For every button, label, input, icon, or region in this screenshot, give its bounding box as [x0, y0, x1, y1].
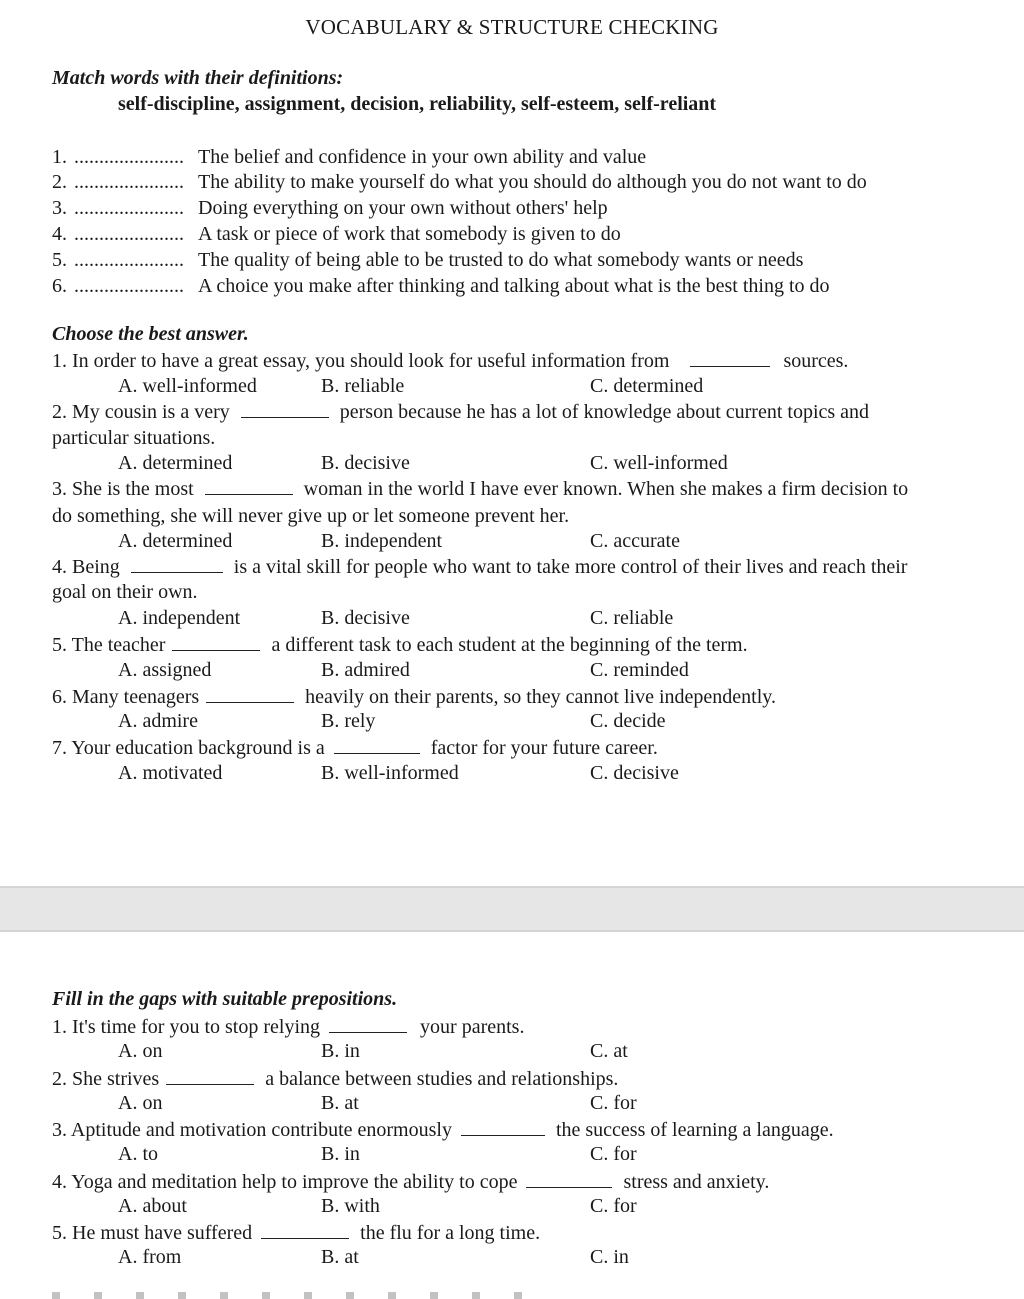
- question-stem: [52, 554, 1005, 580]
- question-text-after: the flu for a long time.: [360, 1222, 541, 1244]
- question-text-after: stress and anxiety.: [623, 1171, 770, 1193]
- option-c[interactable]: C. in: [590, 1246, 629, 1268]
- match-item: [52, 222, 621, 246]
- answer-dots: ......................: [74, 223, 184, 245]
- page-title: VOCABULARY & STRUCTURE CHECKING: [305, 15, 719, 39]
- question-text-after: person because he has a lot of knowledge about current topics and: [339, 401, 870, 423]
- answer-dots: ......................: [74, 275, 184, 297]
- question-stem: [52, 684, 776, 709]
- question-continuation: goal on their own.: [52, 581, 198, 603]
- question-text-before: 6. Many teenagers: [52, 686, 200, 708]
- question-continuation: do something, she will never give up or let someone prevent her.: [52, 505, 570, 527]
- match-item-definition: The belief and confidence in your own ability and value: [198, 146, 647, 168]
- question-stem: [52, 1117, 834, 1142]
- option-c[interactable]: C. reminded: [590, 659, 689, 681]
- answer-blank[interactable]: [131, 554, 223, 573]
- match-heading: Match words with their definitions:: [52, 67, 344, 89]
- question-stem: [52, 1066, 618, 1091]
- answer-blank[interactable]: [334, 735, 420, 754]
- answer-dots: ......................: [74, 171, 184, 193]
- question-stem: [52, 348, 848, 373]
- question-text-after: is a vital skill for people who want to take more control of their lives and reach their: [233, 556, 908, 578]
- question-text-after: the success of learning a language.: [555, 1119, 834, 1141]
- answer-dots: ......................: [74, 146, 184, 168]
- answer-blank[interactable]: [461, 1117, 545, 1136]
- question-text-after: heavily on their parents, so they cannot live independently.: [305, 686, 776, 708]
- match-item-number: 2.: [52, 171, 67, 193]
- question-text-before: 3. She is the most: [52, 478, 194, 500]
- match-item: [52, 248, 804, 272]
- answer-blank[interactable]: [205, 476, 293, 495]
- question-text-after: factor for your future career.: [430, 737, 658, 759]
- answer-blank[interactable]: [172, 632, 260, 651]
- question-text-after: woman in the world I have ever known. When she makes a firm decision to: [303, 478, 909, 500]
- option-b[interactable]: B. decisive: [321, 452, 410, 474]
- word-bank: self-discipline, assignment, decision, reliability, self-esteem, self-reliant: [118, 93, 717, 115]
- option-a[interactable]: A. from: [118, 1246, 182, 1268]
- answer-blank[interactable]: [526, 1169, 612, 1188]
- option-c[interactable]: C. at: [590, 1040, 628, 1062]
- match-item-number: 5.: [52, 249, 67, 271]
- question-continuation: particular situations.: [52, 427, 216, 449]
- question-stem: [52, 1169, 769, 1194]
- option-b[interactable]: B. in: [321, 1040, 360, 1062]
- choose-heading: Choose the best answer.: [52, 323, 249, 345]
- question-text-after: sources.: [783, 350, 849, 372]
- option-a[interactable]: A. on: [118, 1092, 163, 1114]
- question-text-before: 5. The teacher: [52, 634, 166, 656]
- match-item: [52, 274, 830, 298]
- question-text-after: your parents.: [420, 1016, 525, 1038]
- option-c[interactable]: C. decide: [590, 710, 666, 732]
- question-text-before: 7. Your education background is a: [52, 737, 325, 759]
- question-text-before: 1. It's time for you to stop relying: [52, 1016, 321, 1038]
- option-a[interactable]: A. determined: [118, 530, 233, 552]
- question-stem: [52, 399, 1005, 425]
- option-a[interactable]: A. independent: [118, 607, 241, 629]
- option-b[interactable]: B. reliable: [321, 375, 405, 397]
- match-item-definition: The ability to make yourself do what you should do although you do not want to do: [198, 171, 867, 193]
- option-c[interactable]: C. determined: [590, 375, 704, 397]
- question-text-before: 4. Being: [52, 556, 120, 578]
- question-text-before: 2. She strives: [52, 1068, 160, 1090]
- option-b[interactable]: B. rely: [321, 710, 376, 732]
- match-item-definition: A choice you make after thinking and talking about what is the best thing to do: [198, 275, 830, 297]
- match-item-number: 1.: [52, 146, 67, 168]
- answer-blank[interactable]: [166, 1066, 254, 1085]
- answer-blank[interactable]: [261, 1220, 349, 1239]
- match-item-number: 3.: [52, 197, 67, 219]
- option-b[interactable]: B. with: [321, 1195, 380, 1217]
- option-b[interactable]: B. well-informed: [321, 762, 459, 784]
- question-text-before: 5. He must have suffered: [52, 1222, 253, 1244]
- option-b[interactable]: B. decisive: [321, 607, 410, 629]
- option-c[interactable]: C. reliable: [590, 607, 674, 629]
- question-stem: [52, 632, 748, 657]
- cut-off-text-fragment: [52, 1292, 522, 1299]
- option-b[interactable]: B. at: [321, 1246, 359, 1268]
- match-item-definition: A task or piece of work that somebody is given to do: [198, 223, 621, 245]
- match-item-definition: Doing everything on your own without others' help: [198, 197, 608, 219]
- question-text-before: 1. In order to have a great essay, you should look for useful information from: [52, 350, 670, 372]
- page-break-divider: [0, 886, 1024, 932]
- option-b[interactable]: B. in: [321, 1143, 360, 1165]
- option-a[interactable]: A. to: [118, 1143, 158, 1165]
- match-item-number: 6.: [52, 275, 67, 297]
- answer-dots: ......................: [74, 249, 184, 271]
- match-item-number: 4.: [52, 223, 67, 245]
- answer-blank[interactable]: [690, 348, 770, 367]
- match-item-definition: The quality of being able to be trusted to do what somebody wants or needs: [198, 249, 804, 271]
- question-stem: [52, 1220, 540, 1245]
- option-a[interactable]: A. determined: [118, 452, 233, 474]
- answer-blank[interactable]: [241, 399, 329, 418]
- question-stem: [52, 1014, 524, 1039]
- question-text-after: a different task to each student at the beginning of the term.: [271, 634, 748, 656]
- answer-blank[interactable]: [206, 684, 294, 703]
- option-b[interactable]: B. at: [321, 1092, 359, 1114]
- question-stem: [52, 476, 1005, 502]
- match-item: [52, 170, 867, 194]
- worksheet-bottom-section: [0, 932, 1024, 1299]
- option-a[interactable]: A. on: [118, 1040, 163, 1062]
- option-c[interactable]: C. for: [590, 1195, 637, 1217]
- question-stem: [52, 735, 658, 760]
- answer-dots: ......................: [74, 197, 184, 219]
- question-text-before: 2. My cousin is a very: [52, 401, 230, 423]
- option-a[interactable]: A. assigned: [118, 659, 212, 681]
- option-c[interactable]: C. for: [590, 1143, 637, 1165]
- match-item: [52, 196, 608, 220]
- option-c[interactable]: C. decisive: [590, 762, 679, 784]
- question-text-before: 3. Aptitude and motivation contribute enormously: [52, 1119, 452, 1141]
- option-c[interactable]: C. for: [590, 1092, 637, 1114]
- fill-heading: Fill in the gaps with suitable prepositions.: [52, 988, 398, 1010]
- option-b[interactable]: B. admired: [321, 659, 410, 681]
- option-a[interactable]: A. motivated: [118, 762, 223, 784]
- question-text-before: 4. Yoga and meditation help to improve the ability to cope: [52, 1171, 518, 1193]
- question-text-after: a balance between studies and relationships.: [265, 1068, 619, 1090]
- option-a[interactable]: A. admire: [118, 710, 198, 732]
- option-a[interactable]: A. well-informed: [118, 375, 257, 397]
- answer-blank[interactable]: [329, 1014, 407, 1033]
- match-item: [52, 145, 647, 169]
- option-c[interactable]: C. accurate: [590, 530, 680, 552]
- option-a[interactable]: A. about: [118, 1195, 187, 1217]
- option-b[interactable]: B. independent: [321, 530, 443, 552]
- option-c[interactable]: C. well-informed: [590, 452, 728, 474]
